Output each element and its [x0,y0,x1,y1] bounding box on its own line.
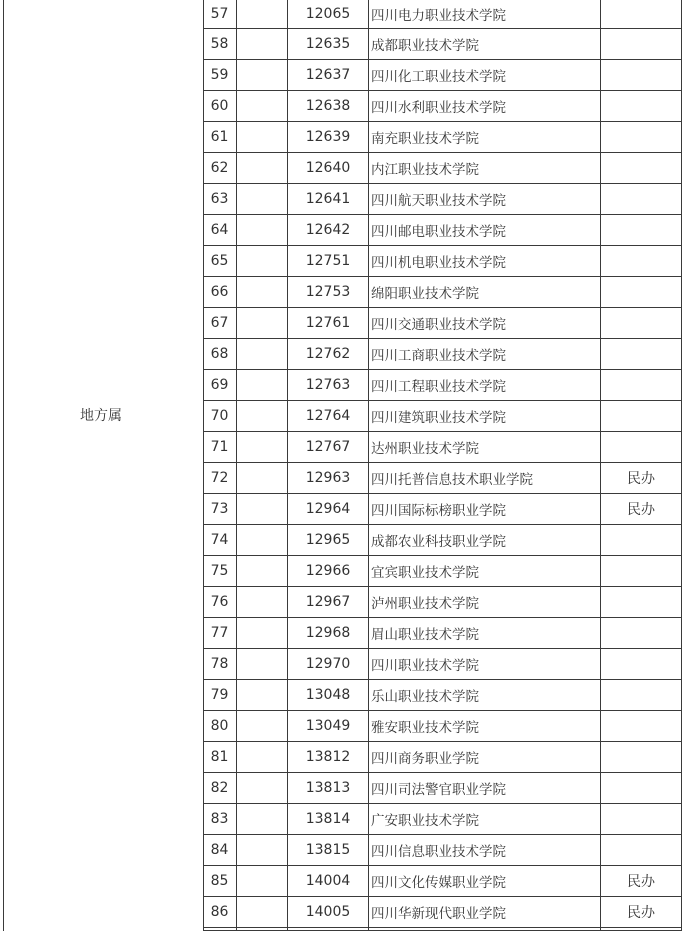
blank-cell [237,463,288,494]
college-name-cell: 乐山职业技术学院 [369,680,601,711]
blank-cell [237,618,288,649]
college-name-cell: 雅安职业技术学院 [369,711,601,742]
college-name-cell: 四川国际标榜职业学院 [369,494,601,525]
blank-cell [237,308,288,339]
remark-cell [601,773,682,804]
blank-cell [237,29,288,60]
college-name-cell: 成都农业科技职业学院 [369,525,601,556]
remark-cell [601,91,682,122]
seq-cell: 69 [204,370,237,401]
remark-cell [601,60,682,91]
college-name-cell: 眉山职业技术学院 [369,618,601,649]
college-name-cell: 四川工程职业技术学院 [369,370,601,401]
table-row-partial [204,928,682,931]
college-name-cell: 四川托普信息技术职业学院 [369,463,601,494]
remark-cell [601,556,682,587]
code-cell: 12965 [288,525,369,556]
table-row [204,866,682,897]
code-cell: 12639 [288,122,369,153]
code-cell: 14004 [288,866,369,897]
remark-cell [601,835,682,866]
table-row [204,835,682,866]
table-row [204,277,682,308]
remark-cell [601,680,682,711]
college-name-cell: 成都职业技术学院 [369,29,601,60]
table-row [204,122,682,153]
table-row [204,618,682,649]
blank-cell [237,556,288,587]
table-row [204,463,682,494]
table-row [204,897,682,928]
blank-cell [237,215,288,246]
seq-cell: 79 [204,680,237,711]
remark-cell [601,0,682,29]
table-row [204,432,682,463]
blank-cell [237,370,288,401]
code-cell: 12635 [288,29,369,60]
code-cell: 13813 [288,773,369,804]
remark-cell [601,432,682,463]
code-cell: 12751 [288,246,369,277]
blank-cell [237,153,288,184]
blank-cell [237,339,288,370]
blank-cell [237,277,288,308]
code-cell: 13049 [288,711,369,742]
seq-cell: 71 [204,432,237,463]
college-name-cell: 四川邮电职业技术学院 [369,215,601,246]
seq-cell: 68 [204,339,237,370]
blank-cell [237,91,288,122]
code-cell: 12641 [288,184,369,215]
seq-cell: 65 [204,246,237,277]
blank-cell [237,649,288,680]
remark-cell [601,804,682,835]
seq-cell: 62 [204,153,237,184]
college-name-cell: 四川司法警官职业学院 [369,773,601,804]
remark-cell [601,184,682,215]
table-row [204,649,682,680]
code-cell: 12762 [288,339,369,370]
blank-cell [237,711,288,742]
seq-cell: 67 [204,308,237,339]
table-row [204,742,682,773]
code-cell: 12637 [288,60,369,91]
table-row [204,525,682,556]
table-row [204,680,682,711]
seq-cell: 76 [204,587,237,618]
college-name-cell: 广安职业技术学院 [369,804,601,835]
blank-cell [237,587,288,618]
college-name-cell: 四川职业技术学院 [369,649,601,680]
blank-cell [237,122,288,153]
remark-cell [601,29,682,60]
seq-cell: 80 [204,711,237,742]
table-row [204,804,682,835]
remark-cell: 民办 [601,494,682,525]
table-row [204,60,682,91]
remark-cell: 民办 [601,463,682,494]
college-name-cell: 四川文化传媒职业学院 [369,866,601,897]
seq-cell: 60 [204,91,237,122]
partial-cell [369,928,601,931]
seq-cell: 82 [204,773,237,804]
college-name-cell: 泸州职业技术学院 [369,587,601,618]
seq-cell: 84 [204,835,237,866]
table-row [204,215,682,246]
table-row [204,339,682,370]
code-cell: 14005 [288,897,369,928]
code-cell: 12761 [288,308,369,339]
code-cell: 12642 [288,215,369,246]
seq-cell: 78 [204,649,237,680]
blank-cell [237,494,288,525]
code-cell: 12963 [288,463,369,494]
blank-cell [237,432,288,463]
table-row [204,370,682,401]
college-name-cell: 四川工商职业技术学院 [369,339,601,370]
table-left-border [3,0,4,931]
blank-cell [237,773,288,804]
college-name-cell: 达州职业技术学院 [369,432,601,463]
college-name-cell: 绵阳职业技术学院 [369,277,601,308]
college-name-cell: 宜宾职业技术学院 [369,556,601,587]
partial-cell [288,928,369,931]
blank-cell [237,835,288,866]
code-cell: 12753 [288,277,369,308]
seq-cell: 75 [204,556,237,587]
seq-cell: 81 [204,742,237,773]
remark-cell [601,587,682,618]
remark-cell: 民办 [601,897,682,928]
code-cell: 13048 [288,680,369,711]
blank-cell [237,0,288,29]
table-row [204,556,682,587]
remark-cell [601,742,682,773]
code-cell: 12763 [288,370,369,401]
college-name-cell: 南充职业技术学院 [369,122,601,153]
seq-cell: 66 [204,277,237,308]
code-cell: 12065 [288,0,369,29]
table-row [204,91,682,122]
blank-cell [237,680,288,711]
table-row [204,773,682,804]
remark-cell [601,618,682,649]
remark-cell [601,370,682,401]
college-name-cell: 四川机电职业技术学院 [369,246,601,277]
seq-cell: 58 [204,29,237,60]
table-row [204,184,682,215]
table-row [204,494,682,525]
college-name-cell: 四川建筑职业技术学院 [369,401,601,432]
seq-cell: 70 [204,401,237,432]
college-name-cell: 四川航天职业技术学院 [369,184,601,215]
college-table [203,0,682,931]
remark-cell [601,153,682,184]
blank-cell [237,184,288,215]
category-label: 地方属 [80,408,122,424]
college-name-cell: 四川商务职业学院 [369,742,601,773]
code-cell: 12967 [288,587,369,618]
seq-cell: 57 [204,0,237,29]
code-cell: 13812 [288,742,369,773]
blank-cell [237,804,288,835]
seq-cell: 64 [204,215,237,246]
seq-cell: 83 [204,804,237,835]
code-cell: 12968 [288,618,369,649]
code-cell: 12640 [288,153,369,184]
code-cell: 12966 [288,556,369,587]
seq-cell: 85 [204,866,237,897]
blank-cell [237,60,288,91]
remark-cell [601,649,682,680]
table-row [204,401,682,432]
seq-cell: 59 [204,60,237,91]
blank-cell [237,525,288,556]
college-name-cell: 四川华新现代职业学院 [369,897,601,928]
remark-cell [601,339,682,370]
college-name-cell: 四川交通职业技术学院 [369,308,601,339]
college-name-cell: 内江职业技术学院 [369,153,601,184]
seq-cell: 77 [204,618,237,649]
remark-cell [601,525,682,556]
table-row [204,153,682,184]
blank-cell [237,742,288,773]
table-row [204,587,682,618]
remark-cell [601,122,682,153]
code-cell: 12764 [288,401,369,432]
seq-cell: 86 [204,897,237,928]
code-cell: 13815 [288,835,369,866]
blank-cell [237,897,288,928]
seq-cell: 63 [204,184,237,215]
code-cell: 12964 [288,494,369,525]
seq-cell: 74 [204,525,237,556]
code-cell: 12638 [288,91,369,122]
partial-cell [204,928,237,931]
college-name-cell: 四川信息职业技术学院 [369,835,601,866]
partial-cell [601,928,682,931]
table-row [204,29,682,60]
code-cell: 13814 [288,804,369,835]
blank-cell [237,246,288,277]
code-cell: 12970 [288,649,369,680]
remark-cell [601,277,682,308]
college-name-cell: 四川水利职业技术学院 [369,91,601,122]
remark-cell [601,711,682,742]
seq-cell: 72 [204,463,237,494]
seq-cell: 73 [204,494,237,525]
college-name-cell: 四川电力职业技术学院 [369,0,601,29]
blank-cell [237,401,288,432]
table-body [204,0,682,931]
partial-cell [237,928,288,931]
remark-cell [601,401,682,432]
remark-cell [601,308,682,339]
table-row [204,711,682,742]
college-name-cell: 四川化工职业技术学院 [369,60,601,91]
remark-cell [601,215,682,246]
blank-cell [237,866,288,897]
code-cell: 12767 [288,432,369,463]
table-row [204,308,682,339]
table-row [204,0,682,29]
remark-cell [601,246,682,277]
table-row [204,246,682,277]
remark-cell: 民办 [601,866,682,897]
seq-cell: 61 [204,122,237,153]
